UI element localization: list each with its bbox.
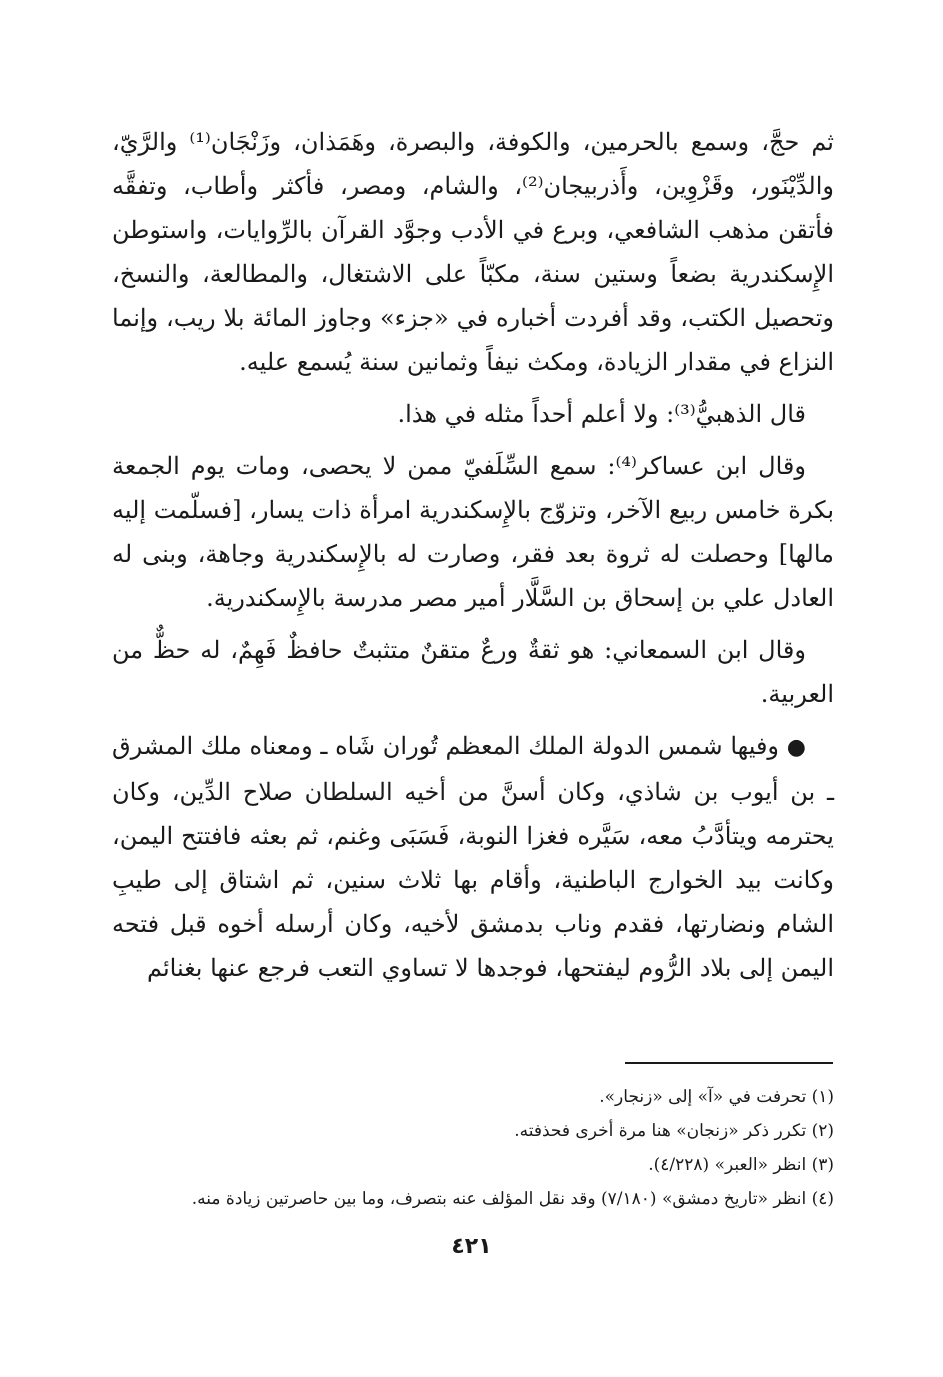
- text-line: مالها] وحصلت له ثروة بعد فقر، وصارت له بالإِسكندرية وجاهة، وبنى له: [112, 540, 834, 568]
- footnote-2: (٢) تكرر ذكر «زنجان» هنا مرة أخرى فحذفته.: [514, 1121, 834, 1141]
- paragraph-ibn-samani-quote: [112, 628, 834, 716]
- text-line: وفيها شمس الدولة الملك المعظم تُوران شَاه ـ ومعناه ملك: [200, 732, 780, 760]
- paragraph-turan-shah: [112, 724, 834, 990]
- text-line: وكان يحترمه ويتأدَّبُ معه، سَيَّره فغزا النوبة، فَسَبَى وغنم، ثم بعثه فافتتح: [112, 778, 834, 850]
- paragraph-biography: [112, 120, 834, 384]
- text-line: اليمن إلى بلاد الرُّوم ليفتحها، فوجدها لا تساوي التعب فرجع عنها بغنائم: [146, 954, 834, 982]
- text-line: والدِّيْنَور، وقَزْوِين، وأَذربيجان⁽²⁾، والشام، ومصر، فأكثر وأطاب، وتفقَّه: [112, 172, 835, 200]
- main-text: [112, 120, 834, 990]
- footnotes: [112, 1080, 834, 1216]
- text-line: العربية.: [760, 680, 834, 708]
- text-line: ثم حجَّ، وسمع بالحرمين، والكوفة، والبصرة، وهَمَذان، وزَنْجَان⁽¹⁾ والرَّيّ،: [112, 128, 834, 156]
- footnote-divider: [625, 1062, 833, 1064]
- bullet-icon: ●: [786, 735, 806, 760]
- footnote-4: (٤) انظر «تاريخ دمشق» (٧/١٨٠) وقد نقل المؤلف عنه بتصرف، وما بين حاصرتين زيادة منه.: [191, 1189, 834, 1209]
- text-line: العادل علي بن إسحاق بن السَّلَّار أمير مصر مدرسة بالإِسكندرية.: [206, 584, 834, 612]
- text-line: اليمن، وكانت بيد الخوارج الباطنية، وأقام بها ثلاث سنين، ثم اشتاق إلى: [112, 822, 834, 894]
- text-line: وقال ابن عساكر⁽⁴⁾: سمع السِّلَفيّ ممن لا يحصى، ومات يوم الجمعة: [112, 452, 806, 480]
- text-line: فأتقن مذهب الشافعي، وبرع في الأدب وجوَّد القرآن بالرِّوايات، واستوطن: [112, 216, 835, 244]
- text-line: طيبِ الشام ونضارتها، فقدم وناب بدمشق لأخيه، وكان أرسله أخوه قبل فتحه: [112, 866, 834, 938]
- text-line: وتحصيل الكتب، وقد أفردت أخباره في «جزء» وجاوز المائة بلا ريب، وإنما: [112, 304, 834, 332]
- text-line: وقال ابن السمعاني: هو ثقةٌ ورعٌ متقنٌ متثبتٌ حافظٌ فَهِمٌ، له حظٌّ من: [112, 636, 806, 664]
- text-line: بكرة خامس ربيع الآخر، وتزوّج بالإِسكندرية امرأة ذات يسار، [فسلّمت إليه: [112, 496, 834, 524]
- page-number: ٤٢١: [451, 1234, 492, 1259]
- paragraph-ibn-asakir-quote: [112, 444, 834, 620]
- text-line: النزاع في مقدار الزيادة، ومكث نيفاً وثمانين سنة يُسمع عليه.: [239, 348, 834, 376]
- text-line: قال الذهبيُّ⁽³⁾: ولا أعلم أحداً مثله في هذا.: [397, 400, 806, 428]
- footnote-1: (١) تحرفت في «آ» إلى «زنجار».: [599, 1087, 834, 1107]
- text-line: الإِسكندرية بضعاً وستين سنة، مكبّاً على الاشتغال، والمطالعة، والنسخ،: [112, 260, 834, 288]
- text-line: المشرق ـ بن أيوب بن شاذي، وكان أسنَّ من أخيه السلطان صلاح الدِّين،: [112, 732, 834, 806]
- footnote-3: (٣) انظر «العبر» (٤/٢٢٨).: [648, 1155, 834, 1175]
- paragraph-dhahabi-quote: [112, 392, 834, 436]
